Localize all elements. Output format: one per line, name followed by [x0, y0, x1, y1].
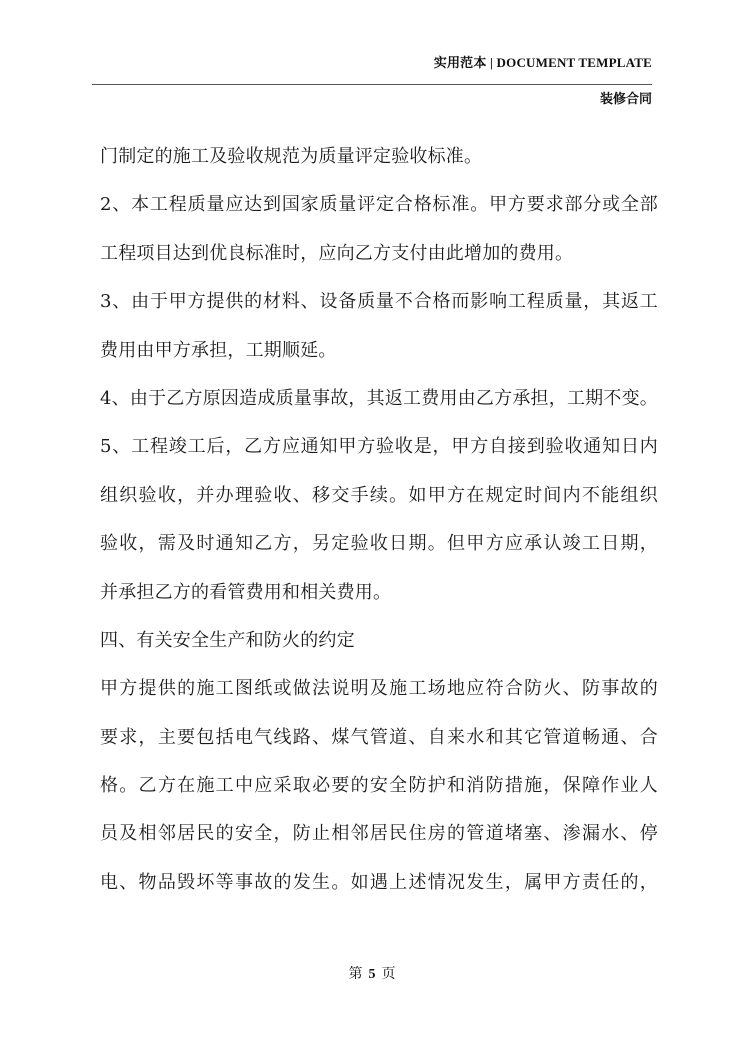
text-line: 要求，主要包括电气线路、煤气管道、自来水和其它管道畅通、合	[100, 726, 658, 748]
text-line: 费用由甲方承担，工期顺延。	[100, 339, 337, 361]
text-line: 电、物品毁坏等事故的发生。如遇上述情况发生，属甲方责任的，	[100, 871, 658, 893]
text-line: 甲方提供的施工图纸或做法说明及施工场地应符合防火、防事故的	[100, 678, 658, 700]
header-divider	[92, 84, 652, 85]
page-number: 5	[368, 967, 376, 982]
header-document-title: 装修合同	[599, 92, 652, 107]
header-template-label: 实用范本 | DOCUMENT TEMPLATE	[433, 55, 652, 70]
text-line: 员及相邻居民的安全，防止相邻居民住房的管道堵塞、渗漏水、停	[100, 823, 658, 845]
text-line: 并承担乙方的看管费用和相关费用。	[100, 581, 392, 603]
text-line: 4、由于乙方原因造成质量事故，其返工费用由乙方承担，工期不变。	[100, 387, 658, 409]
text-line: 验收，需及时通知乙方，另定验收日期。但甲方应承认竣工日期，	[100, 533, 658, 555]
text-line: 2、本工程质量应达到国家质量评定合格标准。甲方要求部分或全部	[100, 194, 658, 216]
text-line: 工程项目达到优良标准时，应向乙方支付由此增加的费用。	[100, 242, 574, 264]
section-heading: 四、有关安全生产和防火的约定	[100, 629, 355, 651]
footer-suffix: 页	[381, 966, 396, 982]
text-line: 组织验收，并办理验收、移交手续。如甲方在规定时间内不能组织	[100, 484, 658, 506]
text-line: 门制定的施工及验收规范为质量评定验收标准。	[100, 146, 483, 167]
page-footer	[0, 963, 744, 983]
text-line: 5、工程竣工后，乙方应通知甲方验收是，甲方自接到验收通知日内	[100, 436, 658, 458]
footer-prefix: 第	[348, 966, 363, 982]
text-line: 3、由于甲方提供的材料、设备质量不合格而影响工程质量，其返工	[100, 291, 658, 313]
text-line: 格。乙方在施工中应采取必要的安全防护和消防措施，保障作业人	[100, 775, 658, 797]
document-body	[100, 139, 658, 913]
